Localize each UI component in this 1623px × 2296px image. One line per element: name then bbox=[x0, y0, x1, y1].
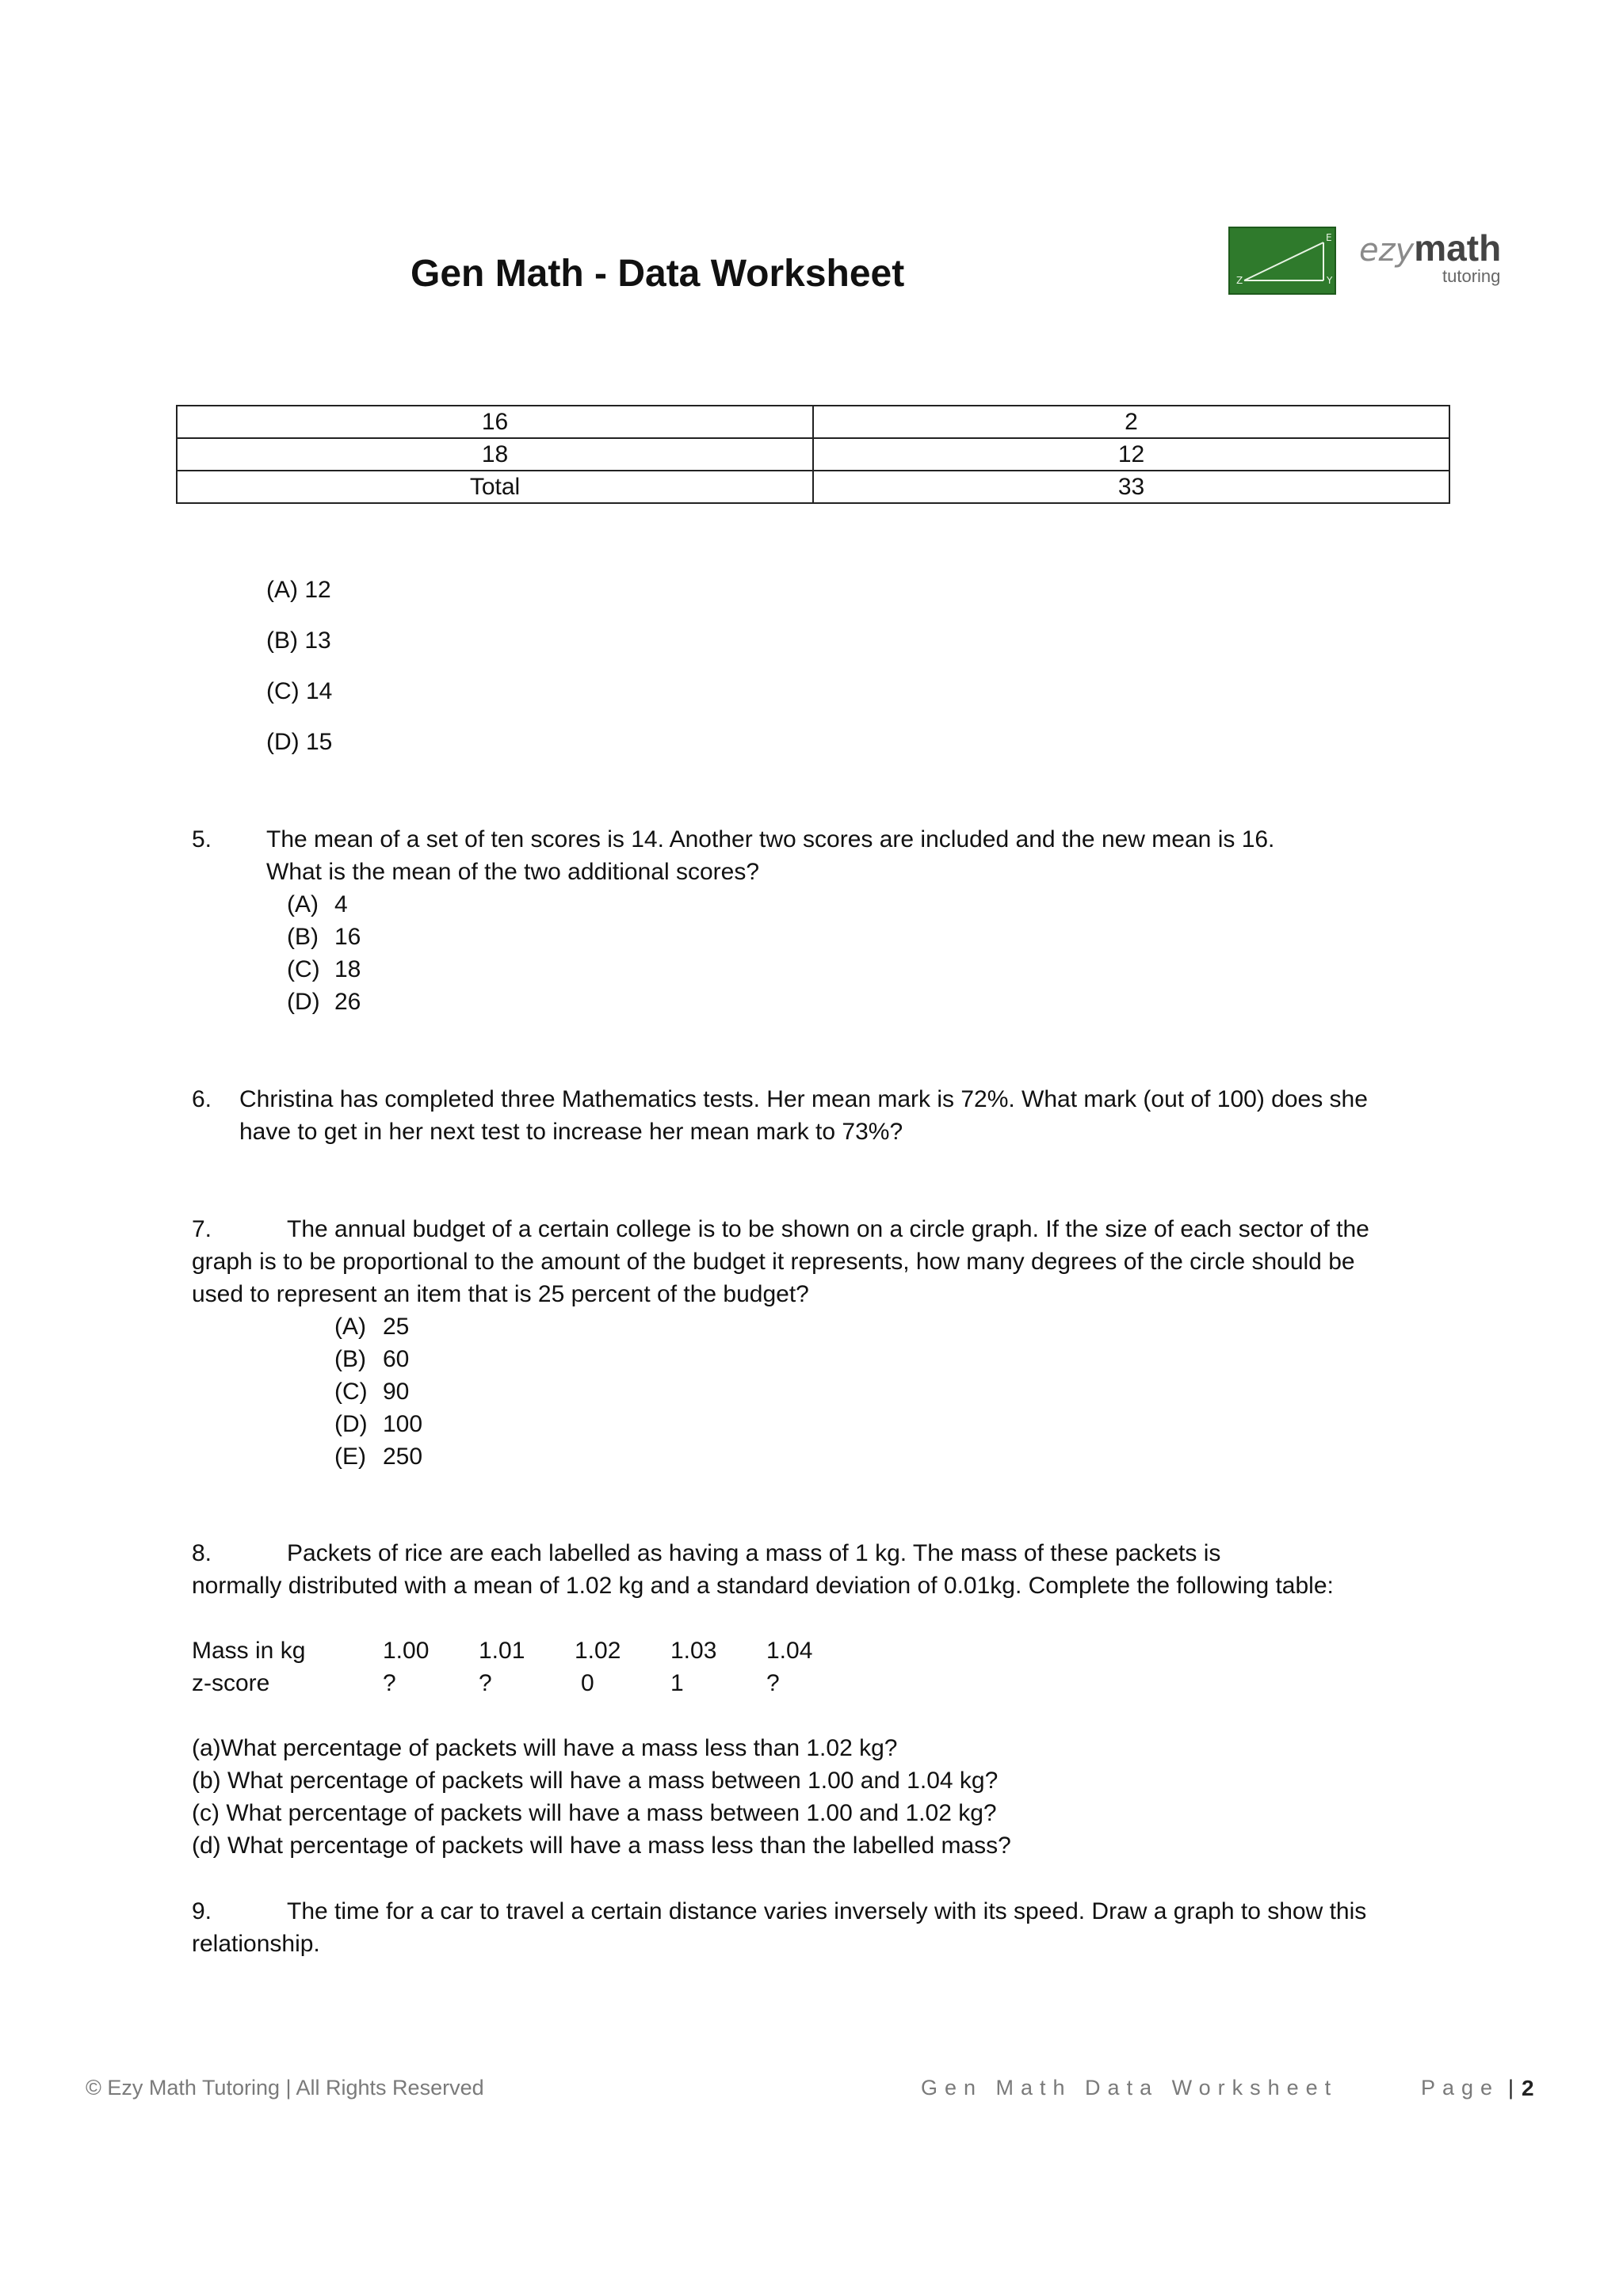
table-row bbox=[177, 406, 1449, 438]
table-cell: 33 bbox=[813, 471, 1449, 503]
mass-value: 1.01 bbox=[479, 1638, 525, 1664]
mass-value: 1.04 bbox=[766, 1638, 813, 1664]
q5-option-label: (B) bbox=[287, 924, 319, 950]
q7-text-line-3: used to represent an item that is 25 percent of the budget? bbox=[192, 1281, 809, 1307]
q9-number: 9. bbox=[192, 1898, 212, 1924]
q5-option-label: (C) bbox=[287, 956, 320, 982]
q5-text-line-1: The mean of a set of ten scores is 14. Another two scores are included and the new mean is 16. bbox=[266, 826, 1275, 852]
table-row bbox=[177, 471, 1449, 503]
svg-text:Z: Z bbox=[1236, 275, 1243, 286]
q5-text-line-2: What is the mean of the two additional scores? bbox=[266, 859, 760, 885]
q5-number: 5. bbox=[192, 826, 212, 852]
footer-separator: | bbox=[1508, 2076, 1514, 2100]
frequency-table bbox=[176, 405, 1450, 504]
logo-word-ezy: ezy bbox=[1359, 232, 1415, 269]
table-row bbox=[177, 438, 1449, 471]
q4-option-d: (D) 15 bbox=[266, 729, 333, 755]
zscore-value: 0 bbox=[581, 1670, 594, 1696]
footer-page-number: 2 bbox=[1522, 2076, 1534, 2100]
q5-option-value: 18 bbox=[334, 956, 361, 982]
q4-option-c: (C) 14 bbox=[266, 678, 333, 704]
table-cell: 2 bbox=[813, 406, 1449, 438]
footer-copyright: © Ezy Math Tutoring | All Rights Reserved bbox=[86, 2076, 484, 2100]
q8-number: 8. bbox=[192, 1540, 212, 1566]
q8-text-line-1: Packets of rice are each labelled as having a mass of 1 kg. The mass of these packets is bbox=[287, 1540, 1221, 1566]
q5-option-label: (D) bbox=[287, 989, 320, 1015]
footer-document-name: Gen Math Data Worksheet bbox=[921, 2076, 1338, 2100]
zscore-value: ? bbox=[766, 1670, 780, 1696]
q7-option-label: (B) bbox=[334, 1346, 366, 1372]
q4-option-b: (B) 13 bbox=[266, 627, 331, 654]
logo-word-math: math bbox=[1414, 227, 1502, 269]
q6-text-line-2: have to get in her next test to increase her mean mark to 73%? bbox=[239, 1119, 903, 1145]
q7-option-value: 90 bbox=[383, 1379, 410, 1405]
zscore-value: ? bbox=[383, 1670, 396, 1696]
q5-option-value: 4 bbox=[334, 891, 348, 917]
q6-number: 6. bbox=[192, 1086, 212, 1112]
mass-value: 1.02 bbox=[575, 1638, 621, 1664]
q6-text-line-1: Christina has completed three Mathematics tests. Her mean mark is 72%. What mark (out of 100) does she bbox=[239, 1086, 1368, 1112]
logo-subtitle: tutoring bbox=[1442, 266, 1501, 286]
q7-option-label: (E) bbox=[334, 1444, 366, 1470]
table-cell: 16 bbox=[177, 406, 813, 438]
q7-option-label: (D) bbox=[334, 1411, 368, 1437]
q7-option-value: 100 bbox=[383, 1411, 423, 1437]
mass-value: 1.00 bbox=[383, 1638, 430, 1664]
q5-option-label: (A) bbox=[287, 891, 319, 917]
q7-number: 7. bbox=[192, 1216, 212, 1242]
q7-option-value: 25 bbox=[383, 1314, 410, 1340]
q9-text-line-1: The time for a car to travel a certain distance varies inversely with its speed. Draw a graph to show this bbox=[287, 1898, 1367, 1924]
footer-page-label: Page bbox=[1421, 2076, 1500, 2100]
zscore-value: 1 bbox=[670, 1670, 684, 1696]
q7-text-line-2: graph is to be proportional to the amount of the budget it represents, how many degrees of the circle should be bbox=[192, 1249, 1355, 1275]
q7-option-label: (A) bbox=[334, 1314, 366, 1340]
q5-option-value: 16 bbox=[334, 924, 361, 950]
q8-part-d: (d) What percentage of packets will have a mass less than the labelled mass? bbox=[192, 1833, 1011, 1859]
table-cell: 18 bbox=[177, 438, 813, 471]
table-cell: 12 bbox=[813, 438, 1449, 471]
q9-text-line-2: relationship. bbox=[192, 1931, 320, 1957]
zscore-row-label: z-score bbox=[192, 1670, 270, 1696]
logo-wordmark bbox=[1359, 228, 1501, 270]
logo-chalkboard-icon bbox=[1228, 227, 1336, 295]
mass-value: 1.03 bbox=[670, 1638, 717, 1664]
q8-text-line-2: normally distributed with a mean of 1.02 kg and a standard deviation of 0.01kg. Complete the following table: bbox=[192, 1573, 1334, 1599]
mass-row-label: Mass in kg bbox=[192, 1638, 306, 1664]
q4-option-a: (A) 12 bbox=[266, 577, 331, 603]
q8-part-c: (c) What percentage of packets will have a mass between 1.00 and 1.02 kg? bbox=[192, 1800, 997, 1826]
q7-option-value: 60 bbox=[383, 1346, 410, 1372]
page-title: Gen Math - Data Worksheet bbox=[411, 253, 905, 295]
q7-option-label: (C) bbox=[334, 1379, 368, 1405]
q8-part-b: (b) What percentage of packets will have a mass between 1.00 and 1.04 kg? bbox=[192, 1768, 999, 1794]
zscore-value: ? bbox=[479, 1670, 492, 1696]
svg-text:Y: Y bbox=[1327, 275, 1333, 286]
svg-text:E: E bbox=[1326, 232, 1332, 243]
q8-part-a: (a)What percentage of packets will have a mass less than 1.02 kg? bbox=[192, 1735, 898, 1761]
q7-option-value: 250 bbox=[383, 1444, 423, 1470]
q7-text-line-1: The annual budget of a certain college is to be shown on a circle graph. If the size of each sector of the bbox=[287, 1216, 1369, 1242]
q5-option-value: 26 bbox=[334, 989, 361, 1015]
table-cell: Total bbox=[177, 471, 813, 503]
